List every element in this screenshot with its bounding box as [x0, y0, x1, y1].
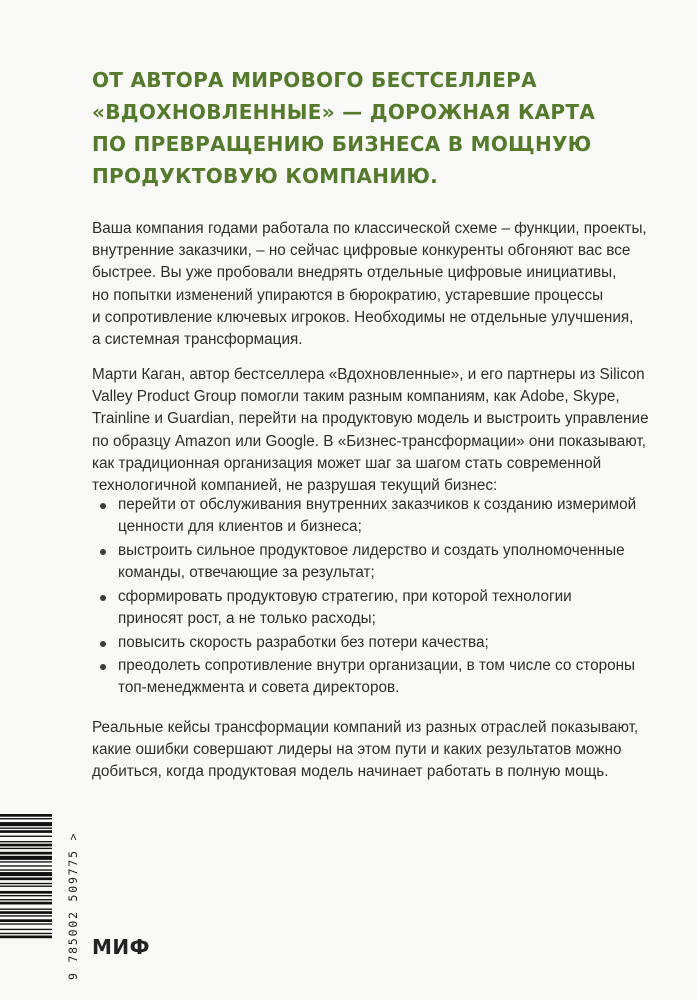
- authors-paragraph: [92, 364, 649, 497]
- barcode-bar: [0, 895, 52, 896]
- barcode-bar: [0, 856, 52, 860]
- barcode-bar: [0, 911, 52, 914]
- list-item: [92, 586, 572, 630]
- text-line: ценности для клиентов и бизнеса;: [118, 518, 362, 536]
- intro-paragraph: [92, 218, 647, 351]
- text-line: приносят рост, а не только расходы;: [118, 610, 376, 628]
- text-line: технологичной компанией, не разрушая текущий бизнес:: [92, 477, 498, 495]
- headline-line: ПРОДУКТОВУЮ КОМПАНИЮ.: [92, 164, 439, 188]
- list-item: [92, 632, 489, 654]
- text-line: перейти от обслуживания внутренних заказчиков к созданию измеримой: [118, 496, 637, 513]
- barcode-bar: [0, 883, 52, 884]
- text-line: повысить скорость разработки без потери качества;: [118, 634, 489, 651]
- headline-line: ОТ АВТОРА МИРОВОГО БЕСТСЕЛЛЕРА: [92, 68, 537, 92]
- text-line: команды, отвечающие за результат;: [118, 564, 375, 582]
- barcode-bar: [0, 899, 52, 900]
- text-line: выстроить сильное продуктовое лидерство и создать уполномоченные: [118, 542, 625, 559]
- barcode-bar: [0, 872, 52, 876]
- text-line: Trainline и Guardian, перейти на продуктовую модель и выстроить управление: [92, 410, 649, 428]
- list-item: [92, 655, 635, 699]
- list-item: [92, 494, 636, 538]
- text-line: как традиционная организация может шаг за шагом стать современной: [92, 454, 602, 472]
- barcode-bar: [0, 902, 52, 905]
- publisher-logo: МИФ: [92, 935, 150, 959]
- text-line: Ваша компания годами работала по классической схеме – функции, проекты,: [92, 220, 647, 237]
- text-line: топ-менеджмента и совета директоров.: [118, 679, 400, 697]
- isbn-digits: [52, 812, 80, 980]
- isbn-number: 9 785002 509775 >: [66, 831, 80, 980]
- barcode-bar: [0, 919, 52, 922]
- text-line: быстрее. Вы уже пробовали внедрять отдельные цифровые инициативы,: [92, 264, 617, 282]
- barcode-bar: [0, 886, 52, 887]
- barcode-bar: [0, 814, 52, 817]
- barcode-bar: [0, 822, 52, 826]
- list-item: [92, 540, 625, 584]
- text-line: Valley Product Group помогли таким разным компаниям, как Adobe, Skype,: [92, 388, 620, 406]
- text-line: а системная трансформация.: [92, 331, 303, 349]
- bullet-icon: [100, 595, 106, 601]
- barcode-bar: [0, 909, 52, 910]
- back-cover-headline: [92, 64, 596, 192]
- barcode-bar: [0, 923, 52, 924]
- text-line: добиться, когда продуктовая модель начинает работать в полную мощь.: [92, 763, 609, 781]
- barcode-bar: [0, 915, 52, 916]
- bullet-icon: [100, 641, 106, 647]
- barcode-bar: [0, 841, 52, 842]
- bullet-icon: [100, 549, 106, 555]
- text-line: внутренние заказчики, – но сейчас цифровые конкуренты обгоняют вас все: [92, 242, 631, 260]
- text-line: преодолеть сопротивление внутри организации, в том числе со стороны: [118, 657, 636, 674]
- text-line: Марти Каган, автор бестселлера «Вдохновленные», и его партнеры из Silicon: [92, 366, 645, 383]
- barcode-bar: [0, 844, 52, 847]
- text-line: какие ошибки совершают лидеры на этом пути и каких результатов можно: [92, 741, 622, 759]
- barcode-bar: [0, 877, 52, 880]
- barcode-bar: [0, 861, 52, 862]
- barcode-bar: [0, 848, 52, 849]
- barcode: [0, 812, 52, 980]
- text-line: по образцу Amazon или Google. В «Бизнес-трансформации» они показывают,: [92, 432, 646, 450]
- closing-paragraph: [92, 717, 639, 784]
- barcode-bar: [0, 933, 52, 934]
- text-line: но попытки изменений упираются в бюрократию, устаревшие процессы: [92, 286, 604, 304]
- barcode-bar: [0, 869, 52, 870]
- text-line: и сопротивление ключевых игроков. Необходимы не отдельные улучшения,: [92, 308, 634, 326]
- text-line: Реальные кейсы трансформации компаний из разных отраслей показывают,: [92, 719, 639, 736]
- barcode-bar: [0, 852, 52, 855]
- barcode-bar: [0, 891, 52, 894]
- bullet-icon: [100, 503, 106, 509]
- barcode-bar: [0, 865, 52, 866]
- barcode-bar: [0, 936, 52, 939]
- barcode-bar: [0, 929, 52, 930]
- headline-line: «ВДОХНОВЛЕННЫЕ» — ДОРОЖНАЯ КАРТА: [92, 100, 596, 124]
- text-line: сформировать продуктовую стратегию, при которой технологии: [118, 588, 572, 605]
- headline-line: ПО ПРЕВРАЩЕНИЮ БИЗНЕСА В МОЩНУЮ: [92, 132, 592, 156]
- barcode-bar: [0, 830, 52, 833]
- barcode-bar: [0, 836, 52, 837]
- bullet-icon: [100, 664, 106, 670]
- barcode-icon: [0, 812, 52, 980]
- barcode-bar: [0, 828, 52, 829]
- barcode-bar: [0, 818, 52, 819]
